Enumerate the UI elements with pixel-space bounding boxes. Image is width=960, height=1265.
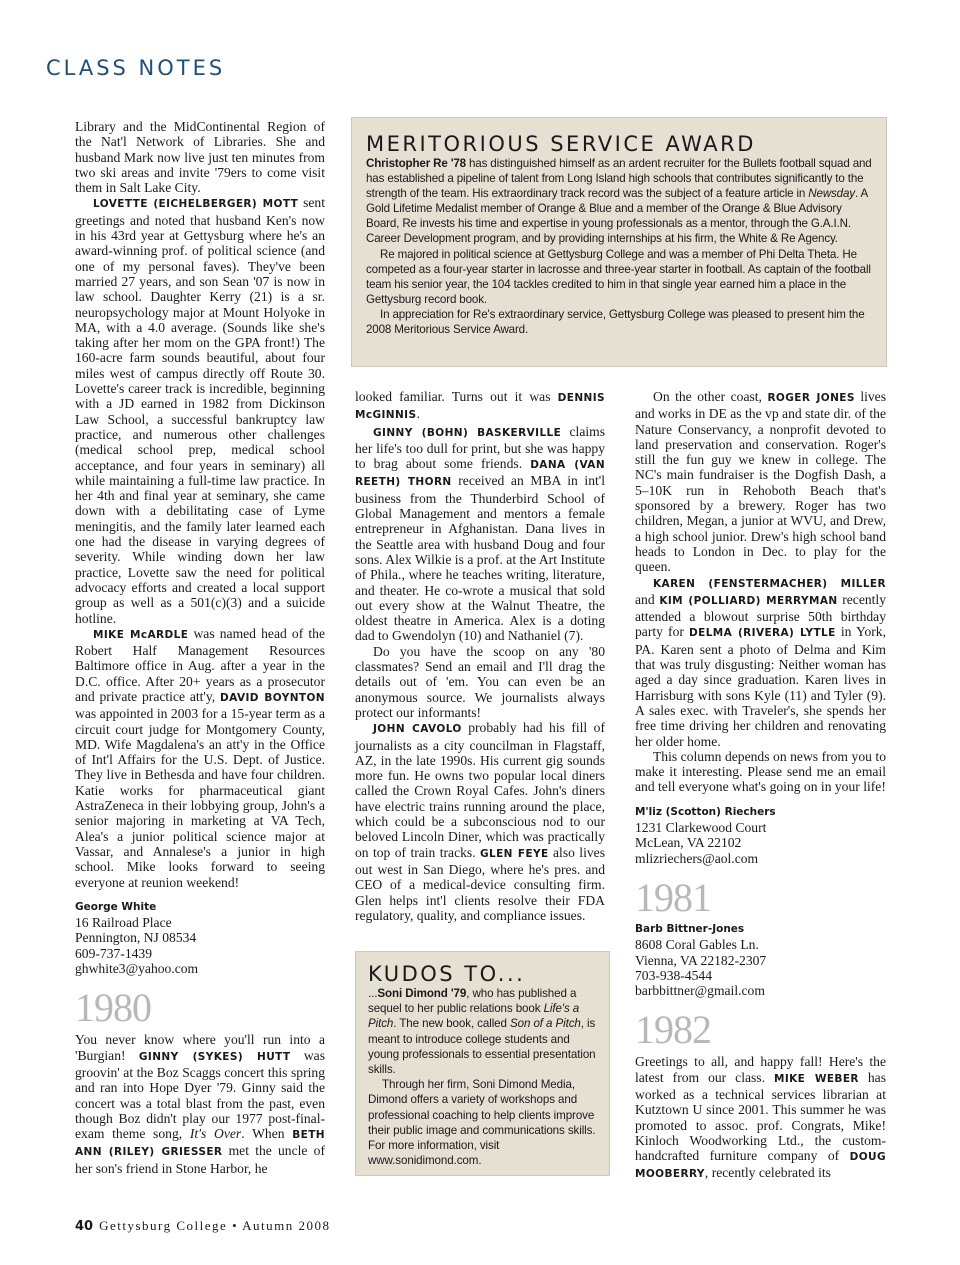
classmate-name: DELMA (RIVERA) LYTLE (689, 627, 836, 640)
email[interactable]: mlizriechers@aol.com (635, 850, 759, 866)
paragraph: JOHN CAVOLO probably had his fill of journalists as a city councilman in Flagstaff, AZ, in the late 1990s. His current gig sounds more fun. He owns two popular local diners called the Crown Royal Cafes. John's diners have electric trains running around the place, which could be a subconscious nod to our beloved Lincoln Diner, which was practically on top of train tracks. GLEN FEYE also lives out west in San Diego, where he's pres. and CEO of a medical-device consulting firm. Glen helps int'l clients resolve their FDA regulatory, quality, and compliance issues. (355, 720, 605, 923)
section-title: CLASS NOTES (46, 56, 226, 80)
classmate-name: DANA (VAN REETH) THORN (355, 459, 606, 489)
paragraph: KAREN (FENSTERMACHER) MILLER and KIM (POLLIARD) MERRYMAN recently attended a blowout surprise 50th birthday party for DELMA (RIVERA) LYTLE in York, PA. Karen sent a photo of Delma and Kim that was truly disgusting: Neither woman has aged a day since graduation. Karen lives in Harrisburg with sons Kyle (11) and Tyler (9). A sales exec. with Traveler's, she spends her free time driving her children and renovating her older home. (635, 577, 886, 749)
paragraph: You never know where you'll run into a 'Burgian! GINNY (SYKES) HUTT was groovin' at the Boz Scaggs concert this spring and ran into Hope Dyer '79. Ginny said the concert was a total blast from the past, even though Boz didn't play our 1977 post-final-exam theme song, It's Over. When BETH ANN (RILEY) GRIESSER met the uncle of her son's friend in Stone Harbor, he (75, 1032, 325, 1176)
paragraph: ...Soni Dimond '79, who has published a sequel to her public relations book Life's a Pitch. The new book, called Son of a Pitch, is meant to introduce college students and young professionals to essential presentation skills. (368, 987, 596, 1077)
column-1 (75, 119, 325, 1176)
paragraph: LOVETTE (EICHELBERGER) MOTT sent greetings and noted that husband Ken's now in his 43rd year at Gettysburg where he's an award-winning prof. of political science (and one of my personal faves). They've been married 27 years, and son Sean '07 is now in law school. Daughter Kerry (21) is a sr. neuropsychology major at Mount Holyoke in MA, with a 4.0 average. (Sounds like she's taking after her mom on the GPA front!) The 160-acre farm sounds beautiful, about four miles west of campus directly off Route 30. Lovette's career track is incredible, beginning with a JD earned in 1982 from Dickinson Law School, a successful bankruptcy law practice, and numerous other challenges (medical school prep, medical school acceptance, and four years in seminary) all while maintaining a full-time law practice. In her 4th and final year at seminary, she came down with a debilitating case of Lyme meningitis, and the family later learned each one had the disease in varying degrees of severity. While winding down her law practice, Lovette saw the need for political advocacy efforts and created a local support group as well as a 501(c)(3) and a suicide hotline. (75, 195, 325, 626)
kudos-box (355, 951, 610, 1176)
paragraph: GINNY (BOHN) BASKERVILLE claims her life's too dull for print, but she was happy to brag about some friends. DANA (VAN REETH) THORN received an MBA in int'l business from the Thunderbird School of Global Management and mentors a female entrepreneur in Afghanistan. Dana lives in the Seattle area with husband Doug and four sons. Alex Wilkie is a prof. at the Art Institute of Phila., where he teaches writing, literature, and theater. He co-wrote a musical that sold out every show at the Walnut Theatre, the oldest theatre in America. Alex is a doting dad to Gwendolyn (10) and Nathaniel (7). (355, 423, 606, 644)
paragraph: Do you have the scoop on any '80 classmates? Send an email and I'll drag the details out of 'em. You can even be an anonymous source. We journalists always protect our informants! (355, 643, 605, 720)
classmate-name: MIKE WEBER (773, 1072, 859, 1085)
page-footer (75, 1218, 331, 1234)
class-year-heading: 1980 (75, 985, 151, 1031)
correspondent-name: Barb Bittner-Jones (635, 922, 745, 935)
award-title: MERITORIOUS SERVICE AWARD (366, 132, 756, 156)
email[interactable]: barbbittner@gmail.com (635, 983, 765, 999)
correspondent-name: George White (75, 900, 157, 913)
correspondent-address: M'liz (Scotton) Riechers 1231 Clarkewood Court McLean, VA 22102 mlizriechers@aol.com (635, 805, 886, 866)
publication-name: Gettysburg College • Autumn 2008 (99, 1218, 331, 1233)
classmate-name: ROGER JONES (767, 392, 855, 404)
paragraph: This column depends on news from you to make it interesting. Please send me an email and tell everyone what's going on in your life! (635, 748, 886, 795)
classmate-name: DENNIS McGINNIS (355, 392, 605, 422)
page-number: 40 (75, 1219, 94, 1234)
email[interactable]: ghwhite3@yahoo.com (75, 961, 199, 977)
classmate-name: KAREN (FENSTERMACHER) MILLER (653, 577, 886, 590)
paragraph: On the other coast, ROGER JONES lives and works in DE as the vp and state dir. of the Nature Conservancy, a nonprofit devoted to land preservation and conservation. Roger's still the fun guy we knew in college. The NC's main fundraiser is the Dogfish Dash, a 5–10K run in Rehoboth Beach that's sponsored by a brewery. Roger has two children, Megan, a junior at WVU, and Drew, a high school junior. Drew's high school band heads to London in Dec. to play for the queen. (635, 389, 886, 575)
classmate-name: DOUG MOOBERRY (635, 1151, 886, 1181)
paragraph: Christopher Re '78 has distinguished himself as an ardent recruiter for the Bullets football squad and has established a pipeline of talent from Long Island high schools that contributes significantly to the strength of the team. His extraordinary track record was the subject of a feature article in Newsday. A Gold Lifetime Medalist member of Orange & Blue and a member of the Orange & Blue Advisory Board, Re invests his time and expertise in young professionals as a mentor, through the G.A.I.N. Career Development program, and by providing internships at his firm, the White & Re Agency. (366, 157, 872, 246)
classmate-name: JOHN CAVOLO (373, 723, 462, 736)
honoree-name: Christopher Re '78 (366, 157, 466, 170)
class-year-heading: 1981 (635, 874, 711, 920)
paragraph: In appreciation for Re's extraordinary service, Gettysburg College was pleased to present him the 2008 Meritorious Service Award. (366, 307, 865, 337)
kudos-title: KUDOS TO... (368, 962, 526, 986)
classmate-name: GINNY (SYKES) HUTT (138, 1050, 291, 1063)
classmate-name: KIM (POLLIARD) MERRYMAN (659, 594, 838, 607)
classmate-name: LOVETTE (EICHELBERGER) MOTT (93, 198, 299, 211)
classmate-name: DAVID BOYNTON (220, 691, 325, 704)
honoree-name: Soni Dimond '79 (377, 987, 467, 1000)
classmate-name: GINNY (BOHN) BASKERVILLE (373, 426, 562, 439)
class-year-heading: 1982 (635, 1007, 711, 1053)
correspondent-name: M'liz (Scotton) Riechers (635, 805, 776, 818)
paragraph: Library and the MidContinental Region of the Nat'l Network of Libraries. She and husband Mark now live just ten minutes from two ski areas and invite '79ers to come visit them in Salt Lake City. (75, 119, 325, 196)
paragraph: MIKE McARDLE was named head of the Robert Half Management Resources Baltimore office in Aug. after a year in the D.C. office. After 20+ years as a prosecutor and private practice att'y, DAVID BOYNTON was appointed in 2003 for a 15-year term as a circuit court judge for Montgomery County, MD. Wife Magdalena's an att'y in the Office of Int'l Affairs for the U.S. Dept. of Justice. They live in Bethesda and have four children. Katie works for pharmaceutical giant AstraZeneca in their lobbying group, John's a senior majoring in marketing at VA Tech, Alea's a junior political science major at Vassar, and Annalese's a junior in high school. Mike looks forward to seeing everyone at reunion weekend! (75, 625, 325, 890)
paragraph: looked familiar. Turns out it was DENNIS McGINNIS. (355, 389, 605, 422)
classmate-name: BETH ANN (RILEY) GRIESSER (75, 1129, 325, 1159)
correspondent-address: George White 16 Railroad Place Pennington, NJ 08534 609-737-1439 ghwhite3@yahoo.com (75, 900, 325, 976)
column-2 (355, 389, 605, 923)
classmate-name: GLEN FEYE (480, 847, 549, 860)
classmate-name: MIKE McARDLE (93, 628, 189, 641)
paragraph: Re majored in political science at Gettysburg College and was a member of Phi Delta Theta. He competed as a four-year starter in lacrosse and three-year starter in football. As captain of the football team his senior year, the 104 tackles credited to him in that single year earned him a place in the Gettysburg record book. (366, 247, 871, 306)
correspondent-address: Barb Bittner-Jones 8608 Coral Gables Ln. Vienna, VA 22182-2307 703-938-4544 barbbittner@gmail.com (635, 922, 886, 998)
paragraph: Greetings to all, and happy fall! Here's the latest from our class. MIKE WEBER has worked as a technical services librarian at Kutztown U since 2001. This summer he was promoted to assoc. prof. Congrats, Mike! Kinloch Woodworking Ltd., the custom-handcrafted furniture company of DOUG MOOBERRY, recently celebrated its (635, 1054, 886, 1181)
meritorious-service-award-box (351, 117, 887, 367)
paragraph: Through her firm, Soni Dimond Media, Dimond offers a variety of workshops and professional coaching to help clients improve their public image and communications skills. For more information, visit www.sonidimond.com. (368, 1078, 596, 1168)
column-3 (635, 389, 886, 1183)
